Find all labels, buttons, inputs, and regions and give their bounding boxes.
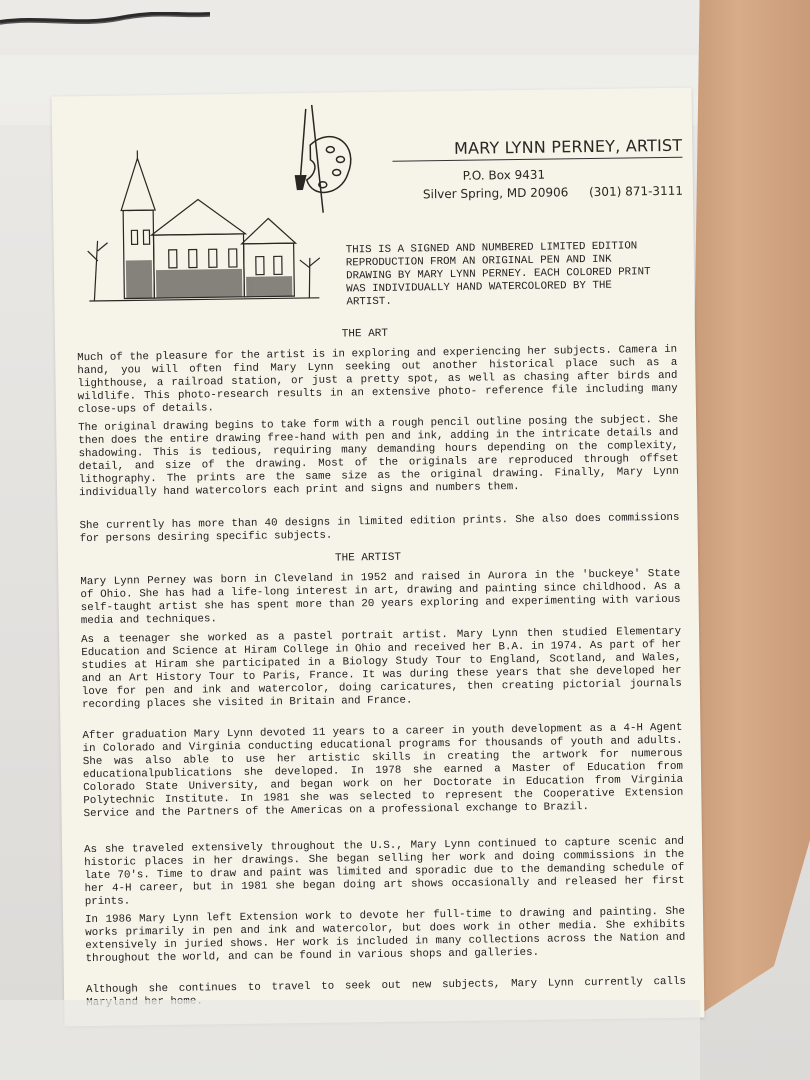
section-title-art: THE ART [341,327,389,341]
city-address: Silver Spring, MD 20906 [422,185,569,202]
po-box: P.O. Box 9431 [462,167,546,183]
section-title-artist: THE ARTIST [334,551,402,565]
church-drawing [82,148,324,311]
clear-tape-bottom [0,1000,700,1080]
limited-edition-notice: THIS IS A SIGNED AND NUMBERED LIMITED EDITION REPRODUCTION FROM AN ORIGINAL PEN AND INK DRAWING BY MARY LYNN PERNEY. EACH COLORED PRINT WAS INDIVIDUALLY HAND WATERCOLORED BY THE ARTIST. [345,240,651,309]
paragraph: In 1986 Mary Lynn left Extension work to devote her full-time to drawing and painting. She works primarily in pen and ink and watercolor, but does work in other media. She exhibits extensively in juried shows. Her work is included in many collections across the Nation and throughout the world, and can be found in various shops and galleries. [84,905,686,966]
paragraph: As a teenager she worked as a pastel portrait artist. Mary Lynn then studied Elementary Education and Science at Hiram College in Ohio and received her B.A. in 1974. As part of her studies at Hiram she participated in a Biology Study Tour to England, Scotland, and Wales, and an Art History Tour to Paris, France. It was during these years that she developed her love for pen and ink and watercolor, doing caricatures, then creating pictorial journals recording places she visited in Britain and France. [81,625,682,712]
paragraph: Although she continues to travel to seek out new subjects, Mary Lynn currently calls [85,975,687,997]
palette-brush-logo [292,104,364,215]
paragraph: The original drawing begins to take form with a rough pencil outline posing the subject. She then does the entire drawing free-hand with pen and ink, adding in the intricate details and shadowing. This is tedious, requiring many demanding hours depending on the complexity, detail, and size of the drawing. Most of the originals are reproduced through offset lithography. The prints are the same size as the original drawing. Finally, Mary Lynn individually hand watercolors each print and signs and numbers them. [78,413,679,500]
artist-name: MARY LYNN PERNEY, ARTIST [392,136,682,162]
paragraph: Mary Lynn Perney was born in Cleveland in 1952 and raised in Aurora in the 'buckeye' State of Ohio. She has had a life-long interest in art, drawing and painting since childhood. As a self-taught artist she has spent more than 20 years exploring and experimenting with various media and techniques. [80,567,681,628]
letterhead [392,135,684,202]
paragraph: After graduation Mary Lynn devoted 11 years to a career in youth development as a 4-H Agent in Colorado and Virginia conducting educational programs for thousands of youth and adults. She was also able to use her artistic skills in creating the artwork for numerous educationalpublications she developed. In 1978 she earned a Master of Education from Colorado State University, and began work on her Doctorate in Education from Virginia Polytechnic Institute. In 1981 she was selected to represent the Cooperative Extension Service and the Partners of the Americas on a professional exchange to Brazil. [82,721,684,821]
paragraph: She currently has more than 40 designs in limited edition prints. She also does commissions for persons desiring specific subjects. [79,511,680,546]
paragraph: As she traveled extensively throughout the U.S., Mary Lynn continued to capture scenic and historic places in her drawings. She began selling her work and doing commissions in the late 70's. Time to draw and paint was limited and sporadic due to the demanding schedule of her 4-H career, but in 1981 she began doing art shows occasionally and released her first prints. [83,835,685,909]
paragraph: Much of the pleasure for the artist is in exploring and experiencing her subjects. Camera in hand, you will often find Mary Lynn seeking out another historical place such as a lighthouse, a railroad station, or just a pretty spot, as well as chasing after birds and wildlife. This photo-research results in an extensive photo- reference file including many close-ups of details. [77,343,678,417]
brown-packing-tape [690,0,810,1050]
artist-info-sheet [52,88,705,1027]
twine-cord [0,12,210,30]
phone-number: (301) 871-3111 [588,183,684,200]
